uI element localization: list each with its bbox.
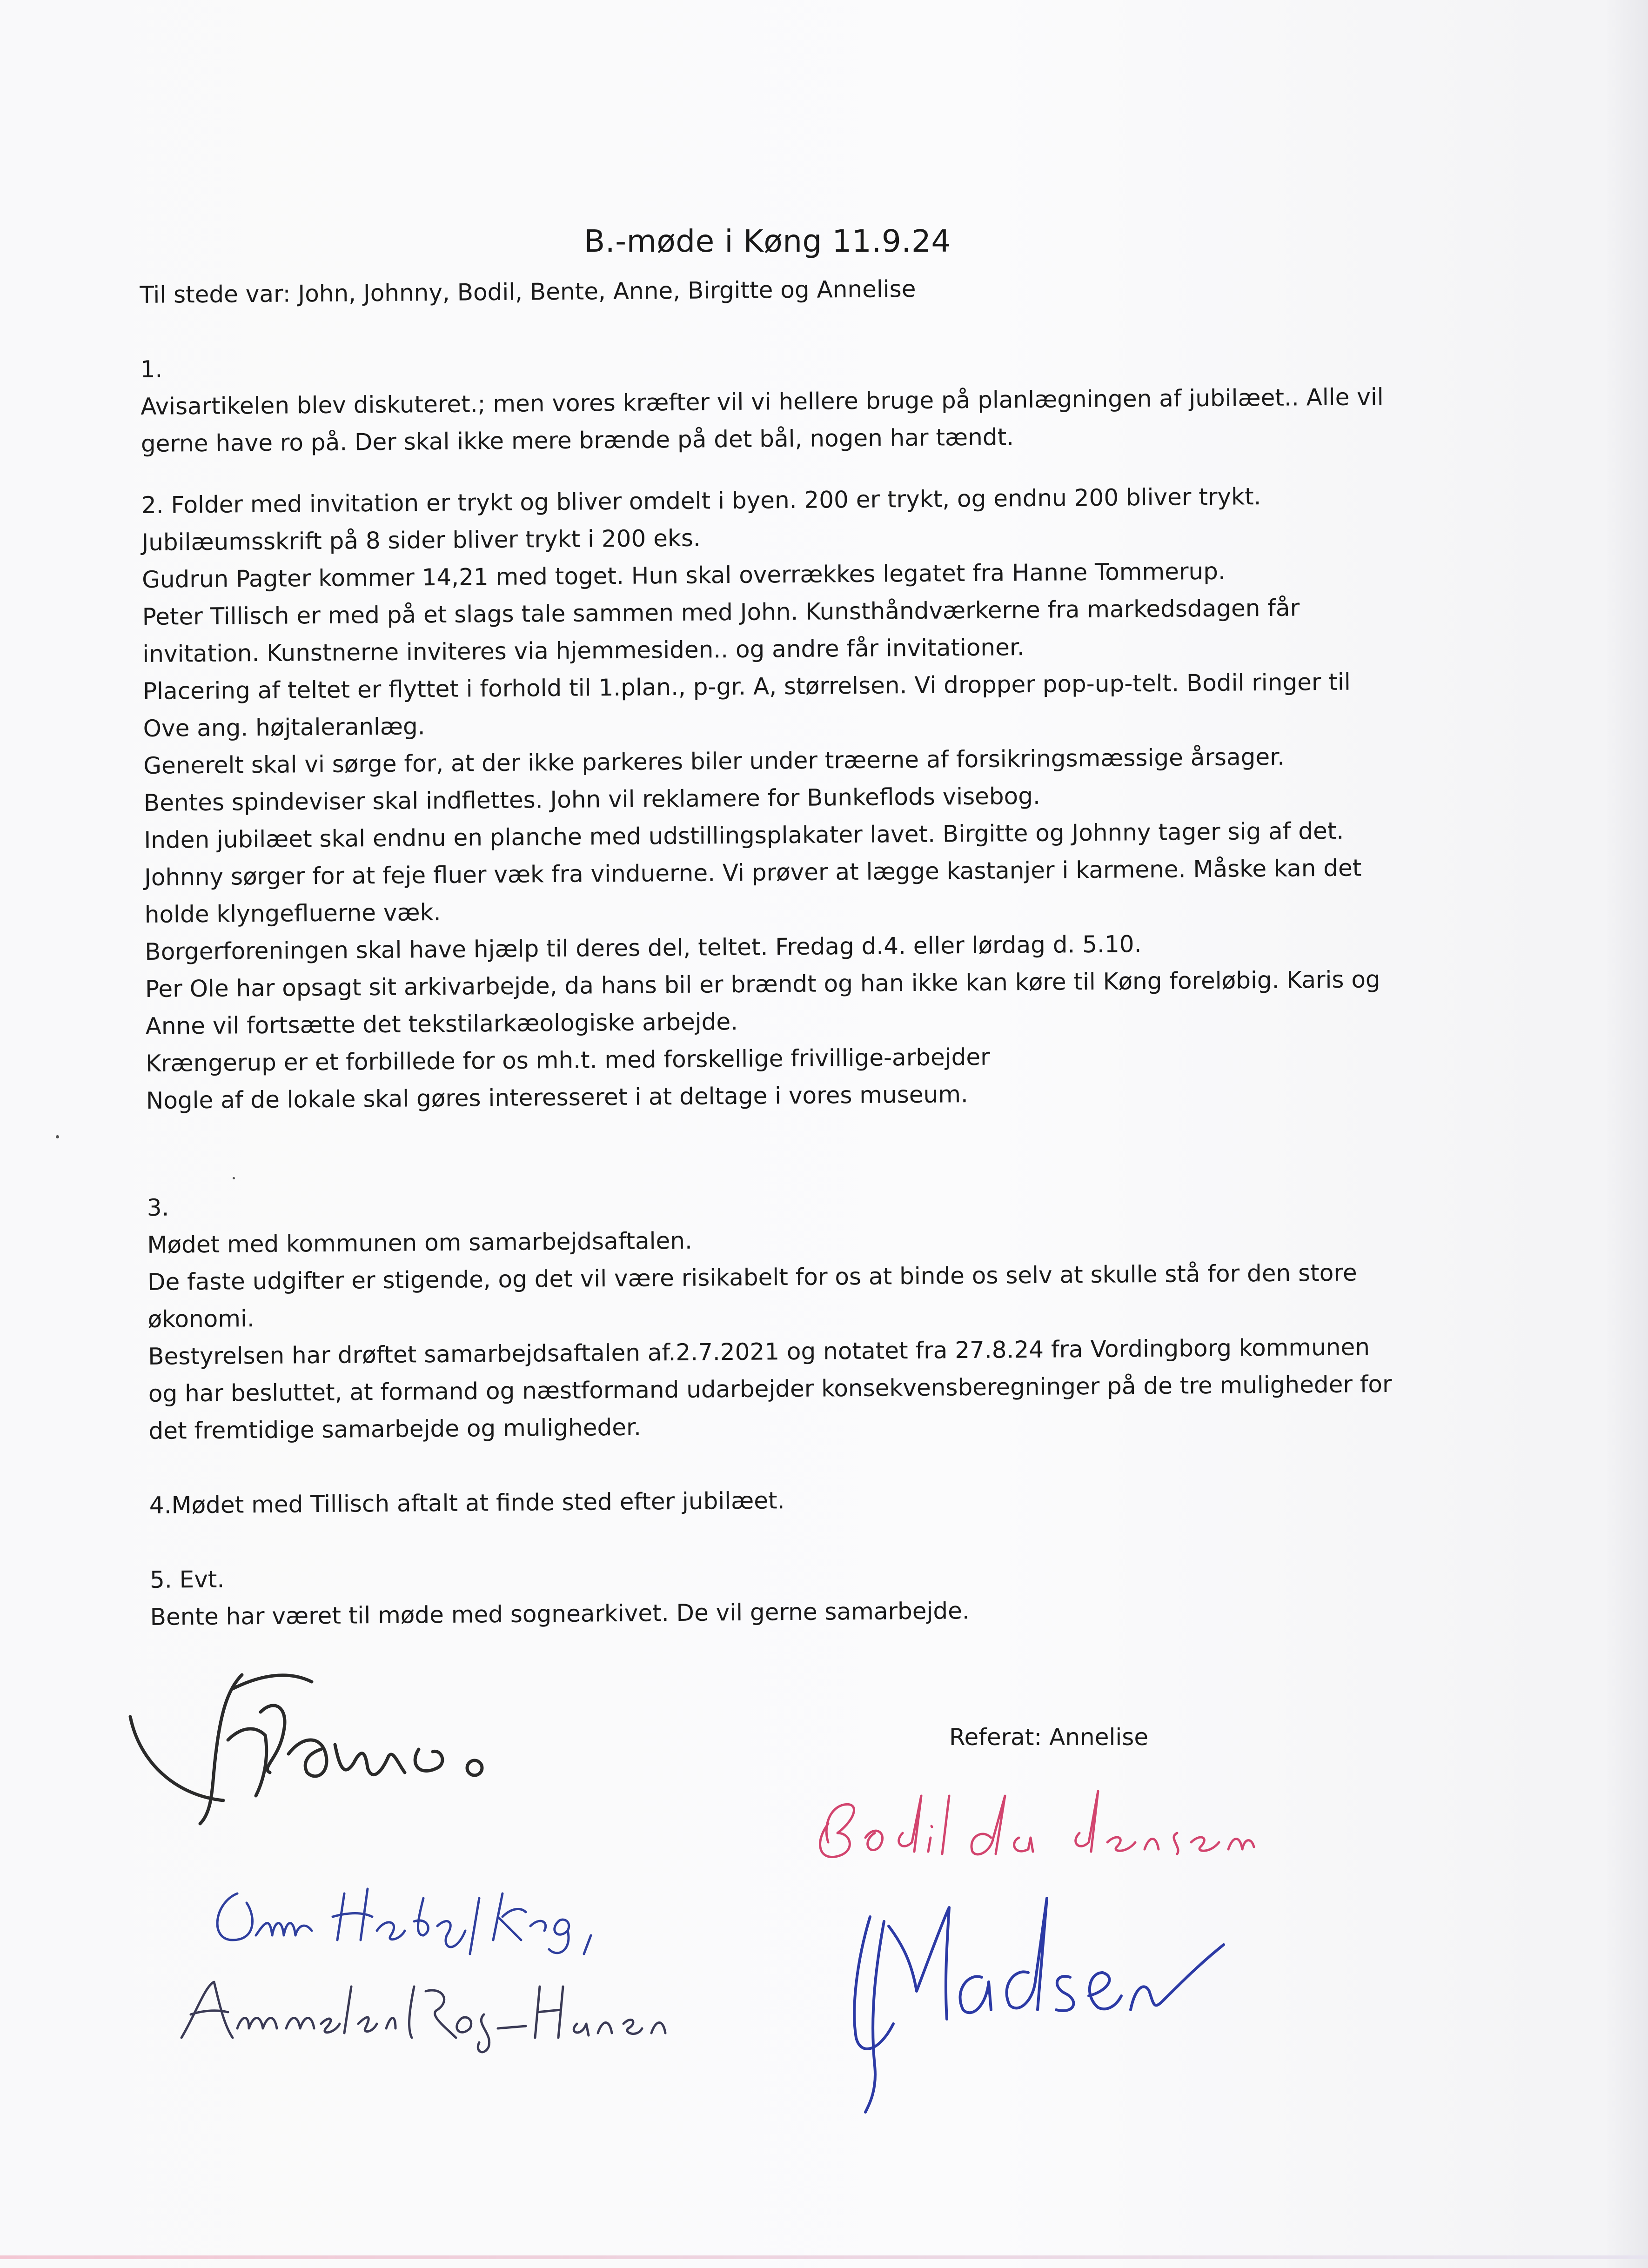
- section-2-line: Krængerup er et forbillede for os mh.t. med forskellige frivillige-arbejder: [146, 1043, 990, 1077]
- section-3-line: økonomi.: [147, 1305, 255, 1333]
- document-body: [140, 266, 1453, 1636]
- section-2-line: invitation. Kunstnerne inviteres via hjemmesiden.. og andre får invitationer.: [142, 634, 1025, 668]
- section-3-line: De faste udgifter er stigende, og det vil være risikabelt for os at binde os selv at skulle stå for den store: [147, 1259, 1357, 1296]
- section-2-line: Generelt skal vi sørge for, at der ikke parkeres biler under træerne af forsikringsmæssige årsager.: [143, 743, 1285, 779]
- section-2-line: 2. Folder med invitation er trykt og bliver omdelt i byen. 200 er trykt, og endnu 200 bliver trykt.: [141, 483, 1261, 519]
- referat-label: Referat: Annelise: [949, 1724, 1149, 1751]
- signature-madsen: [828, 1870, 1256, 2121]
- signature-anne-hedegaard-krog: [205, 1861, 633, 1968]
- scan-speck: [233, 1177, 235, 1179]
- signature-annelise-rosholm-hansen: [172, 1959, 703, 2066]
- section-3-line: Mødet med kommunen om samarbejdsaftalen.: [147, 1227, 693, 1258]
- attendees-line: Til stede var: John, Johnny, Bodil, Bente, Anne, Birgitte og Annelise: [140, 275, 916, 308]
- section-2-line: Nogle af de lokale skal gøres interesseret i at deltage i vores museum.: [146, 1081, 969, 1114]
- section-5-heading: 5. Evt.: [149, 1566, 225, 1593]
- section-4-line: 4.Mødet med Tillisch aftalt at finde sted efter jubilæet.: [149, 1487, 785, 1519]
- section-3-heading: 3.: [147, 1194, 169, 1221]
- section-2-line: Bentes spindeviser skal indflettes. John vil reklamere for Bunkeflods visebog.: [143, 782, 1041, 816]
- section-3-line: det fremtidige samarbejde og muligheder.: [148, 1413, 642, 1445]
- section-5-line: Bente har været til møde med sognearkivet. De vil gerne samarbejde.: [150, 1597, 970, 1631]
- scan-speck: [56, 1135, 59, 1138]
- section-2-line: Gudrun Pagter kommer 14,21 med toget. Hun skal overrækkes legatet fra Hanne Tommerup.: [141, 557, 1226, 593]
- document-title: B.-møde i Køng 11.9.24: [584, 223, 951, 259]
- section-2-line: Borgerforeningen skal have hjælp til deres del, teltet. Fredag d.4. eller lørdag d. 5.10.: [145, 930, 1142, 965]
- section-3-line: og har besluttet, at formand og næstformand udarbejder konsekvensberegninger på de tre muligheder for: [148, 1370, 1392, 1407]
- scan-edge-shadow: [1606, 0, 1648, 2268]
- section-3-line: Bestyrelsen har drøftet samarbejdsaftalen af.2.7.2021 og notatet fra 27.8.24 fra Vordingborg kommunen: [148, 1333, 1370, 1370]
- section-2-line: Ove ang. højtaleranlæg.: [143, 713, 425, 742]
- section-1-heading: 1.: [140, 355, 163, 383]
- section-2-line: Johnny sørger for at feje fluer væk fra vinduerne. Vi prøver at lægge kastanjer i karmene. Måske kan det: [144, 854, 1362, 891]
- section-2-line: Inden jubilæet skal endnu en planche med udstillingsplakater lavet. Birgitte og Johnny tager sig af det.: [144, 817, 1344, 854]
- section-2-line: Placering af teltet er flyttet i forhold til 1.plan., p-gr. A, størrelsen. Vi dropper pop-up-telt. Bodil ringer til: [142, 668, 1351, 705]
- signature-bodil-andersen: [810, 1768, 1335, 1880]
- section-2-line: Anne vil fortsætte det tekstilarkæologiske arbejde.: [145, 1008, 738, 1040]
- section-2-line: Per Ole har opsagt sit arkivarbejde, da hans bil er brændt og han ikke kan køre til Køng foreløbig. Karis og: [145, 966, 1380, 1003]
- section-2-line: holde klyngefluerne væk.: [144, 898, 441, 928]
- section-2-line: Peter Tillisch er med på et slags tale sammen med John. Kunsthåndværkerne fra markedsdagen får: [142, 594, 1300, 630]
- signature-holme: [121, 1656, 549, 1852]
- section-1-line: Avisartikelen blev diskuteret.; men vores kræfter vil vi hellere bruge på planlægningen af jubilæet.. Alle vil: [140, 383, 1384, 420]
- section-1-line: gerne have ro på. Der skal ikke mere brænde på det bål, nogen har tændt.: [141, 423, 1014, 457]
- section-2-line: Jubilæumsskrift på 8 sider bliver trykt i 200 eks.: [141, 524, 701, 556]
- scan-bottom-edge: [0, 2255, 1648, 2259]
